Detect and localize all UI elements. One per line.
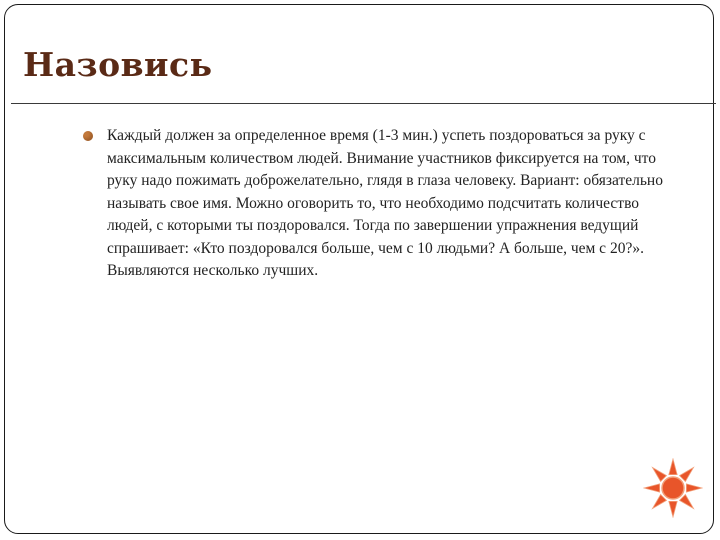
bullet-text: Каждый должен за определенное время (1-3 мин.) успеть поздороваться за руку с максимальным количеством людей. Внимание участников фиксируется на том, что руку надо пожимать доброжелательно, глядя в глаза человеку. Вариант: обязательно называть свое имя. Можно оговорить то, что необходимо подсчитать количество людей, с которыми ты поздоровался. Тогда по завершении упражнения ведущий спрашивает: «Кто поздоровался больше, чем с 10 людьми? А больше, чем с 20?». Выявляются несколько лучших.: [107, 127, 663, 279]
sun-ray: [652, 495, 666, 509]
slide-title: Назовись: [23, 45, 213, 84]
sun-ray: [686, 484, 702, 492]
title-divider: [11, 103, 716, 104]
slide-frame: [4, 4, 714, 534]
sun-icon: [643, 458, 703, 518]
sun-ray: [644, 484, 660, 492]
sun-ray: [669, 501, 677, 517]
sun-ray: [680, 495, 694, 509]
list-item: [83, 125, 688, 283]
sun-ray: [652, 467, 666, 481]
sun-ray: [680, 467, 694, 481]
bullet-dot-icon: [83, 131, 93, 141]
bullet-list: [83, 125, 688, 283]
sun-core: [662, 477, 684, 499]
sun-ray: [669, 459, 677, 475]
